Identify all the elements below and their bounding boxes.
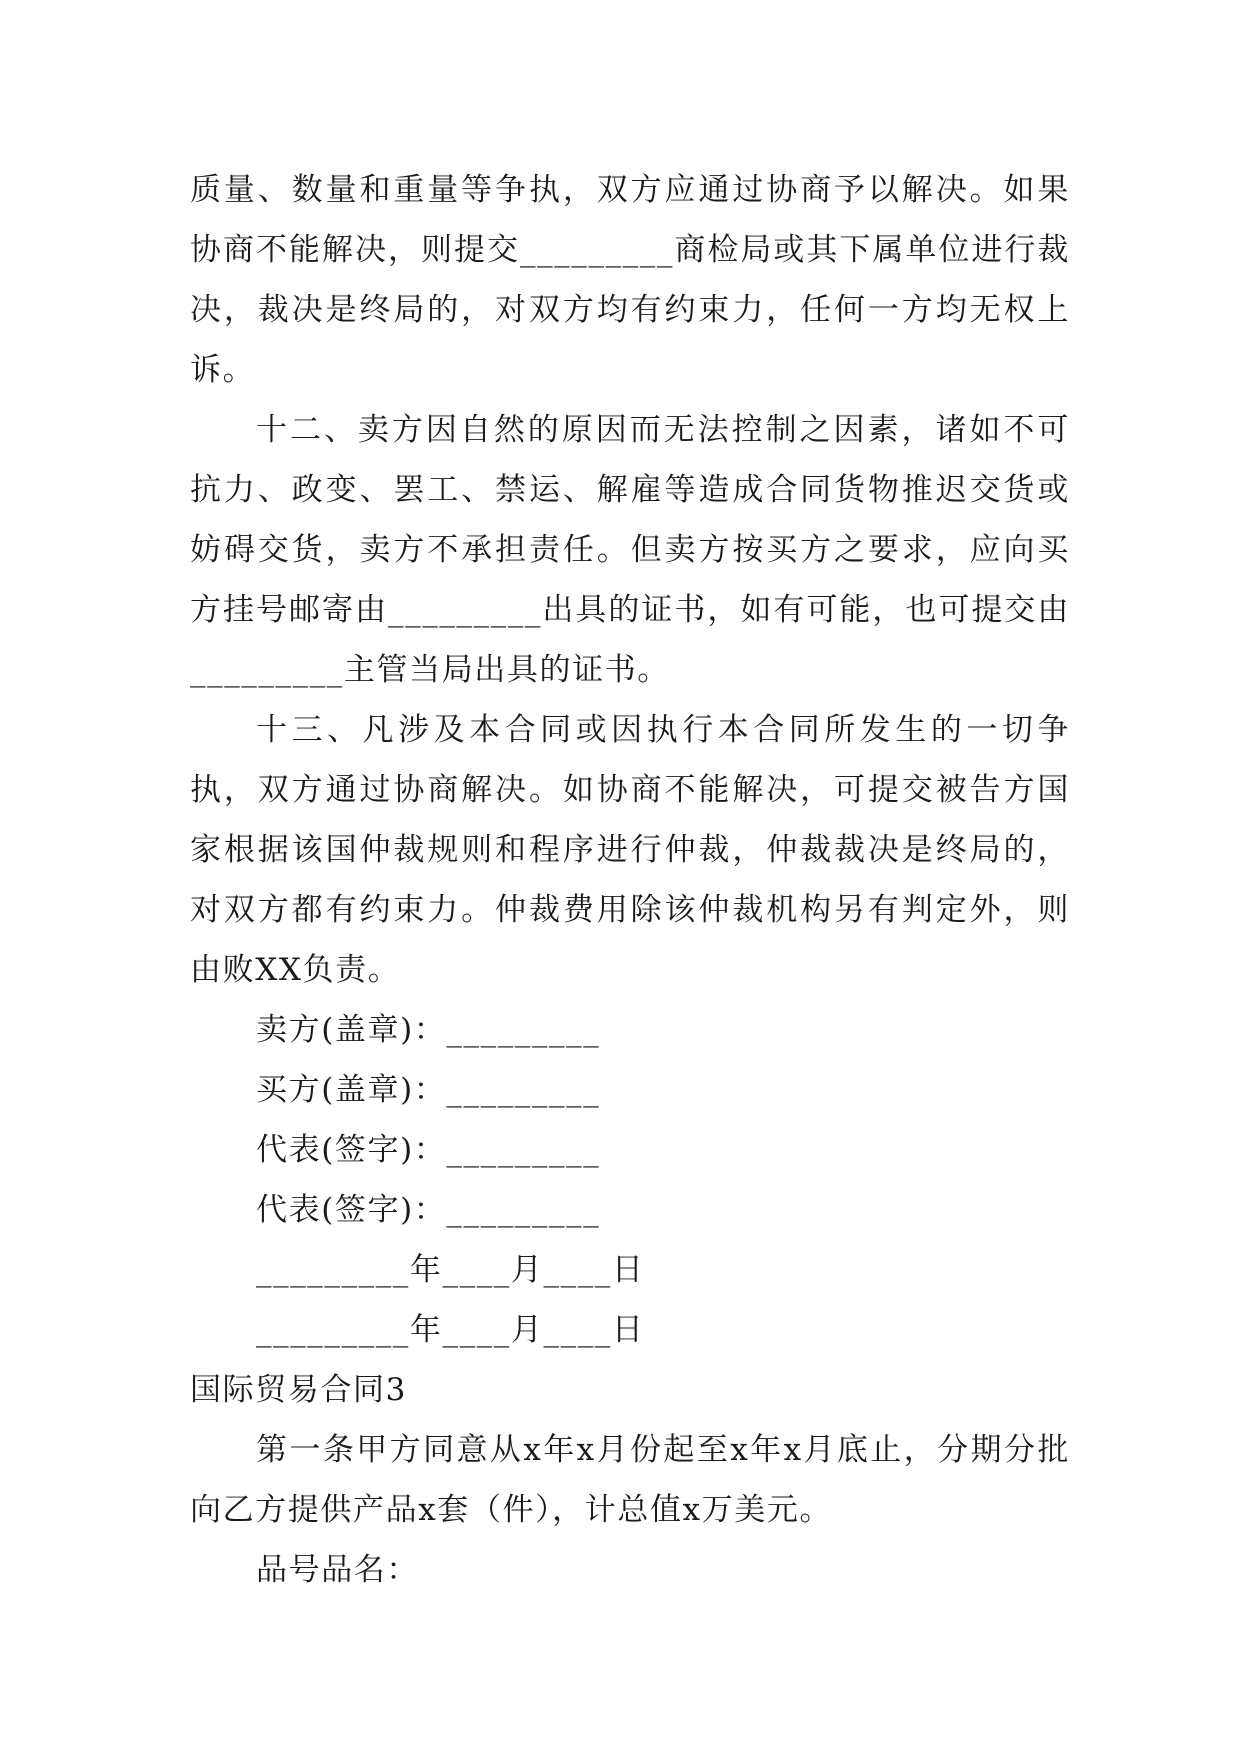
clause-12: 十二、卖方因自然的原因而无法控制之因素，诸如不可抗力、政变、罢工、禁运、解雇等造成合同货物推迟交货或妨碍交货，卖方不承担责任。但卖方按买方之要求，应向买方挂号邮寄由_________出具的证书，如有可能，也可提交由_________主管当局出具的证书。 (190, 412, 1070, 688)
date-line: _________年____月____日 (256, 1312, 645, 1348)
article-1: 第一条甲方同意从x年x月份起至x年x月底止，分期分批向乙方提供产品x套（件），计总值x万美元。 (190, 1432, 1070, 1528)
buyer-seal-line: 买方(盖章)：_________ (256, 1072, 601, 1108)
document-page (190, 160, 1070, 1600)
date-line: _________年____月____日 (256, 1252, 645, 1288)
representative-signature-line: 代表(签字)：_________ (256, 1192, 601, 1228)
product-label: 品号品名： (256, 1552, 419, 1588)
seller-seal-line: 卖方(盖章)：_________ (256, 1012, 601, 1048)
paragraph-continuation: 质量、数量和重量等争执，双方应通过协商予以解决。如果协商不能解决，则提交_________商检局或其下属单位进行裁决，裁决是终局的，对双方均有约束力，任何一方均无权上诉。 (190, 172, 1070, 388)
clause-13: 十三、凡涉及本合同或因执行本合同所发生的一切争执，双方通过协商解决。如协商不能解决，可提交被告方国家根据该国仲裁规则和程序进行仲裁，仲裁裁决是终局的，对双方都有约束力。仲裁费用除该仲裁机构另有判定外，则由败XX负责。 (190, 712, 1070, 988)
representative-signature-line: 代表(签字)：_________ (256, 1132, 601, 1168)
section-title: 国际贸易合同3 (190, 1372, 407, 1408)
